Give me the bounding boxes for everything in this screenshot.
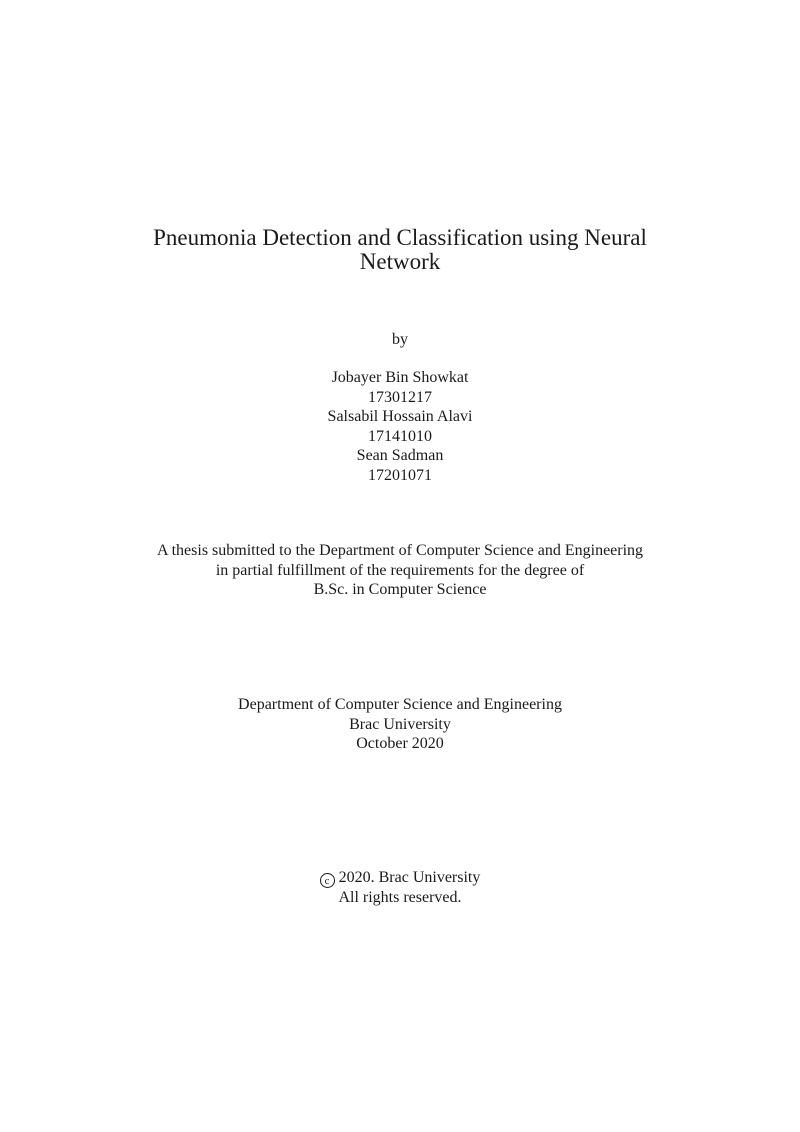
university-name: Brac University bbox=[349, 715, 451, 733]
rights-reserved: All rights reserved. bbox=[338, 889, 462, 906]
author-list bbox=[0, 368, 800, 485]
copyright-block bbox=[0, 868, 800, 908]
institution-block bbox=[0, 695, 800, 754]
submission-date: October 2020 bbox=[356, 735, 444, 752]
copyright-line bbox=[0, 868, 800, 888]
thesis-title-line-1: Pneumonia Detection and Classification using Neural bbox=[153, 225, 647, 250]
author-name: Salsabil Hossain Alavi bbox=[327, 408, 473, 425]
thesis-title bbox=[0, 226, 800, 274]
author-name: Sean Sadman bbox=[356, 447, 444, 464]
author-name: Jobayer Bin Showkat bbox=[331, 369, 469, 386]
author-id: 17141010 bbox=[368, 427, 432, 445]
thesis-statement bbox=[0, 541, 800, 600]
author-id: 17201071 bbox=[368, 466, 432, 484]
thesis-statement-line-3: B.Sc. in Computer Science bbox=[313, 581, 487, 598]
thesis-statement-line-1: A thesis submitted to the Department of Computer Science and Engineering bbox=[156, 542, 644, 559]
copyright-icon: c bbox=[320, 873, 335, 888]
by-label bbox=[0, 330, 800, 350]
thesis-title-line-2: Network bbox=[359, 249, 441, 274]
department-name: Department of Computer Science and Engineering bbox=[238, 696, 562, 713]
thesis-statement-line-2: in partial fulfillment of the requirements for the degree of bbox=[215, 561, 585, 579]
author-id: 17301217 bbox=[368, 388, 432, 406]
by-text: by bbox=[392, 331, 408, 348]
copyright-text: 2020. Brac University bbox=[338, 869, 481, 886]
